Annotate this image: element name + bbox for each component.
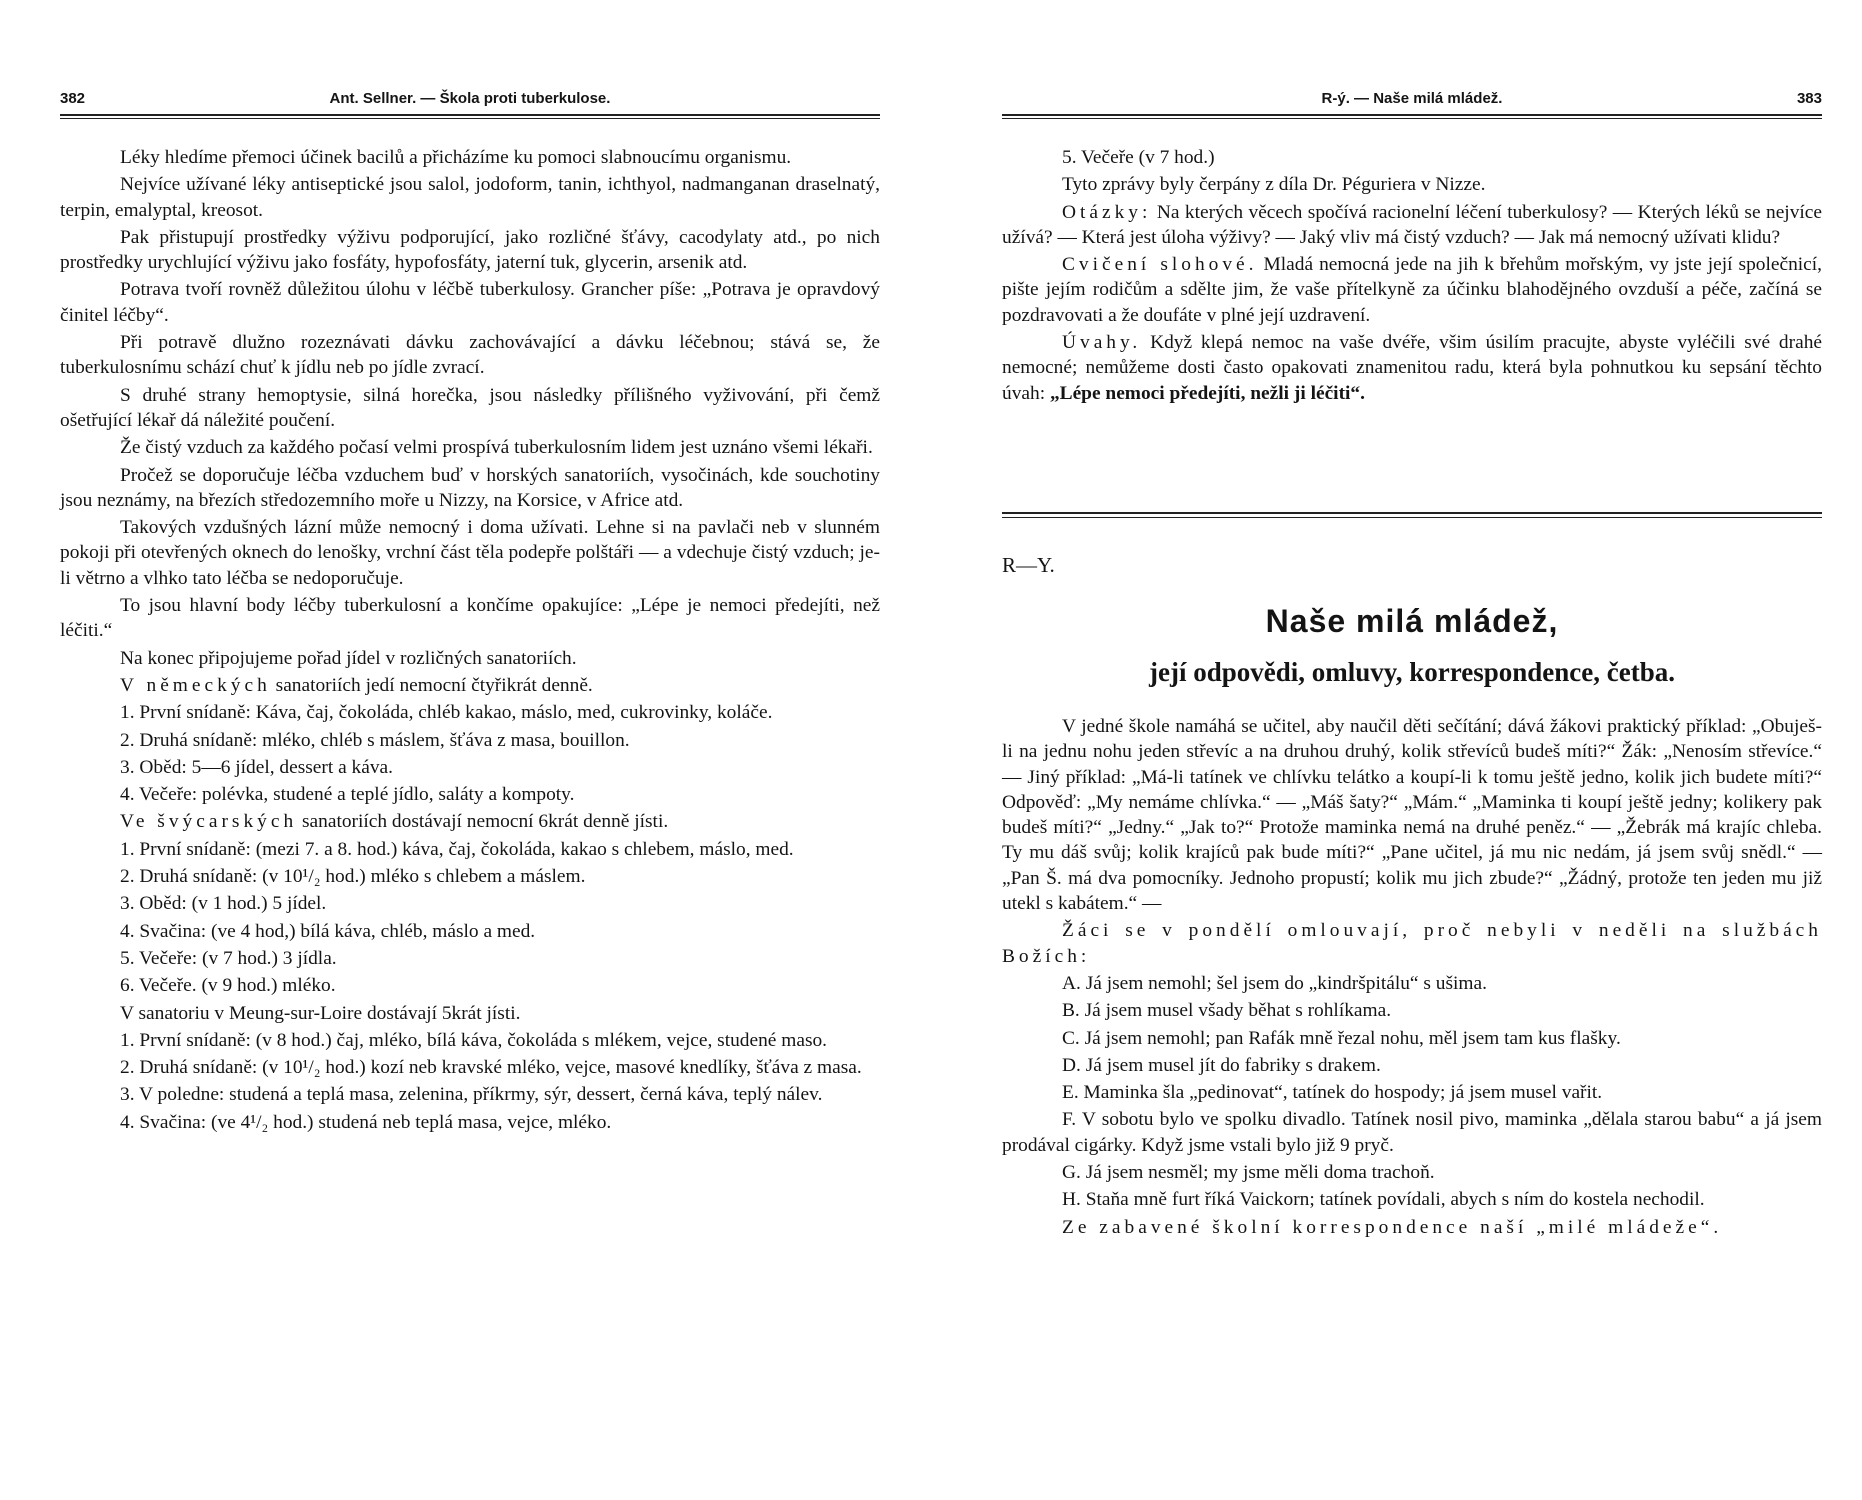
excuse-item: C. Já jsem nemohl; pan Rafák mně řezal nohu, měl jsem tam kus flašky. [1062,1027,1621,1049]
running-head [1002,90,1822,114]
paragraph: To jsou hlavní body léčby tuberkulosní a končíme opakujíce: „Lépe je nemoci předejíti, než léčiti.“ [60,595,880,642]
excuse-item: B. Já jsem musel všady běhat s rohlíkama. [1062,1000,1392,1022]
header-rule [1002,118,1822,119]
paragraph: Při potravě dlužno rozeznávati dávku zachovávající a dávku léčebnou; stává se, že tuberkulosnímu schází chuť k jídlu neb po jídle zvrací. [60,332,880,379]
running-head [60,90,880,114]
section-separator [1002,512,1822,518]
menu-item: 5. Večeře (v 7 hod.) [1062,147,1215,168]
reflection-label: Úvahy. [1062,332,1142,354]
paragraph: Léky hledíme přemoci účinek bacilů a přicházíme ku pomoci slabnoucímu organismu. [120,147,792,168]
paragraph: Takových vzdušných lázní může nemocný i doma užívati. Lehne si na pavlači neb v slunném pokoji při otevřených oknech do lenošky, vrchní část těla podepře polštáři — a vdechuje čistý vzduch; je-li větrno a vlhko tato léčba se nedoporučuje. [60,517,880,589]
menu-item: 4. Svačina: (ve 4 hod,) bílá káva, chléb, máslo a med. [120,920,536,942]
article-title: Naše milá mládež, [1265,603,1559,639]
paragraph: Potrava tvoří rovněž důležitou úlohu v léčbě tuberkulosy. Grancher píše: „Potrava je opravdový činitel léčby“. [60,279,880,326]
left-body [60,145,880,1137]
excuse-item: H. Staňa mně furt říká Vaickorn; tatínek povídali, abych s ním do kostela nechodil. [1062,1189,1705,1211]
paragraph: Pak přistupují prostředky výživu podporující, jako rozličné šťávy, cacodylaty atd., po nich prostředky urychlující výživu jako fosfáty, hypofosfáty, jaterní tuk, glycerin, arsenik atd. [60,226,880,274]
reflection-text: Když klepá nemoc na vaše dvéře, všim úsilím pracujte, abyste vyléčili své drahé nemocné; nemůžeme dosti často opakovati znamenitou radu, která byla pohnutkou ku sepsání těchto úvah: [1002,332,1822,404]
swiss-sanatoria-intro [60,809,880,834]
paragraph: Pročež se doporučuje léčba vzduchem buď v horských sanatoriích, vysočinách, kde souchotiny jsou neznámy, na březích středozemního moře u Nizzy, na Korsice, v Africe atd. [60,464,880,511]
running-title: Ant. Sellner. — Škola proti tuberkulose. [329,90,611,107]
menu-item: 6. Večeře. (v 9 hod.) mléko. [120,975,336,997]
questions [1002,200,1822,251]
menu-item: 2. Druhá snídaně: (v 10¹/₂ hod.) mléko s chlebem a máslem. [120,866,586,888]
author-byline: R—Y. [1002,553,1055,577]
menu-item: 2. Druhá snídaně: (v 10¹/₂ hod.) kozí neb kravské mléko, vejce, masové knedlíky, šťáva z masa. [120,1057,862,1079]
exercise-text: Mladá nemocná jede na jih k břehům mořským, vy jste její společnicí, pište jejím rodičům a sdělte jim, že vaše přítelkyně za účinku blahodějného ovzduší a péče, začíná se pozdravovati a že doufáte v plné její uzdravení. [1002,254,1822,326]
menu-item: 4. Večeře: polévka, studené a teplé jídlo, saláty a kompoty. [120,784,575,806]
exercise-label: Cvičení slohové. [1062,254,1258,276]
spaced-term: Ve švýcarských [120,811,298,833]
final-line: Ze zabavené školní korrespondence naší „milé mládeže“. [1062,1216,1723,1238]
menu-item: 4. Svačina: (ve 4¹/₂ hod.) studená neb teplá masa, vejce, mléko. [120,1111,612,1133]
paragraph: Na konec připojujeme pořad jídel v rozličných sanatoriích. [120,647,577,669]
right-body-top [1002,145,1822,408]
excuse-item: G. Já jsem nesměl; my jsme měli doma trachoň. [1062,1162,1435,1184]
german-sanatoria-intro [60,673,880,698]
right-page [1002,0,1822,1500]
menu-item: 5. Večeře: (v 7 hod.) 3 jídla. [120,947,337,969]
intro-rest: sanatoriích dostávají nemocní 6krát denně jísti. [297,811,669,833]
questions-label: Otázky: [1062,201,1152,223]
excuse-item: F. V sobotu bylo ve spolku divadlo. Tatínek nosil pivo, maminka „dělala starou babu“ a já jsem prodával cigárky. Když jsme vstali bylo již 9 pryč. [1002,1109,1822,1156]
meung-sanatorium-intro: V sanatoriu v Meung-sur-Loire dostávají 5krát jísti. [120,1002,521,1024]
questions-text: Na kterých věcech spočívá racionelní léčení tuberkulosy? — Kterých léků se nejvíce užívá? — Která jest úloha výživy? — Jaký vliv má čistý vzduch? — Jak má nemocný užívati klidu? [1002,201,1822,248]
menu-item: 3. V poledne: studená a teplá masa, zelenina, příkrmy, sýr, dessert, černá káva, teplý nálev. [120,1084,823,1106]
paragraph: Nejvíce užívané léky antiseptické jsou salol, jodoform, tanin, ichthyol, nadmanganan draselnatý, terpin, emalyptal, kreosot. [60,174,880,221]
paragraph: Že čistý vzduch za každého počasí velmi prospívá tuberkulosním lidem jest uznáno všemi lékaři. [120,437,873,459]
page-number: 382 [60,90,86,107]
paragraph: V jedné škole namáhá se učitel, aby naučil děti sečítání; dává žákovi praktický příklad: „Obuješ-li na jednu nohu jeden střevíc a na druhou druhý, kolik střevíců budeš míti?“ Žák: „Nenosím střevíce.“ — Jiný příklad: „Má-li tatínek ve chlívku telátko a koupí-li k tomu ještě jedno, kolik jich budete míti?“ Odpověď: „My nemáme chlívka.“ — „Máš šaty?“ „Mám.“ „Maminka ti koupí ještě jedny; kolikery pak budeš míti?“ „Jedny.“ „Jak to?“ Protože maminka nemá na druhé peněz.“ — „Žebrák má krajíc chleba. Ty mu dáš svůj; kolik krajíců pak bude míti?“ „Pane učitel, já mu nic nedám, já jsem svůj snědl.“ — „Pan Š. má dva pomocníky. Jednoho propustí; kolik mu jich zbude?“ „Žádný, protože ten jeden mu již utekl s kabátem.“ — [1002,716,1822,915]
excuse-item: D. Já jsem musel jít do fabriky s drakem. [1062,1054,1381,1076]
menu-item: 2. Druhá snídaně: mléko, chléb s máslem, šťáva z masa, bouillon. [120,729,630,751]
paragraph: S druhé strany hemoptysie, silná horečka, jsou následky přílišného vyživování, při čemž ošetřující lékař dá náležité poučení. [60,384,880,431]
spaced-term: V německých [120,674,271,696]
menu-item: 3. Oběd: 5—6 jídel, dessert a káva. [120,756,394,778]
article-subtitle: její odpovědi, omluvy, korrespondence, četba. [1149,657,1675,687]
menu-item: 1. První snídaně: (v 8 hod.) čaj, mléko, bílá káva, čokoláda s mlékem, vejce, studené maso. [120,1029,828,1051]
excuse-item: A. Já jsem nemohl; šel jsem do „kindršpitálu“ s ušima. [1062,972,1487,994]
page-number: 383 [1796,90,1822,107]
source-note: Tyto zprávy byly čerpány z díla Dr. Péguriera v Nizze. [1062,174,1486,196]
exercise [1002,252,1822,328]
menu-item: 1. První snídaně: Káva, čaj, čokoláda, chléb kakao, máslo, med, cukrovinky, koláče. [120,702,773,724]
header-rule [1002,114,1822,116]
running-title: R-ý. — Naše milá mládež. [1321,90,1503,107]
header-rule [60,118,880,119]
header-rule [60,114,880,116]
excuse-item: E. Maminka šla „pedinovat“, tatínek do hospody; já jsem musel vařit. [1062,1082,1603,1104]
menu-item: 1. První snídaně: (mezi 7. a 8. hod.) káva, čaj, čokoláda, kakao s chlebem, máslo, med. [120,838,794,860]
reflection-motto: „Lépe nemoci předejíti, nežli ji léčiti“. [1045,382,1365,404]
intro-rest: sanatoriích jedí nemocní čtyřikrát denně. [270,674,593,696]
menu-item: 3. Oběd: (v 1 hod.) 5 jídel. [120,893,327,915]
left-page [60,0,880,1500]
article-body [1002,714,1822,1242]
excuses-heading: Žáci se v pondělí omlouvají, proč nebyli v neděli na službách Božích: [1002,920,1822,967]
reflections [1002,330,1822,406]
